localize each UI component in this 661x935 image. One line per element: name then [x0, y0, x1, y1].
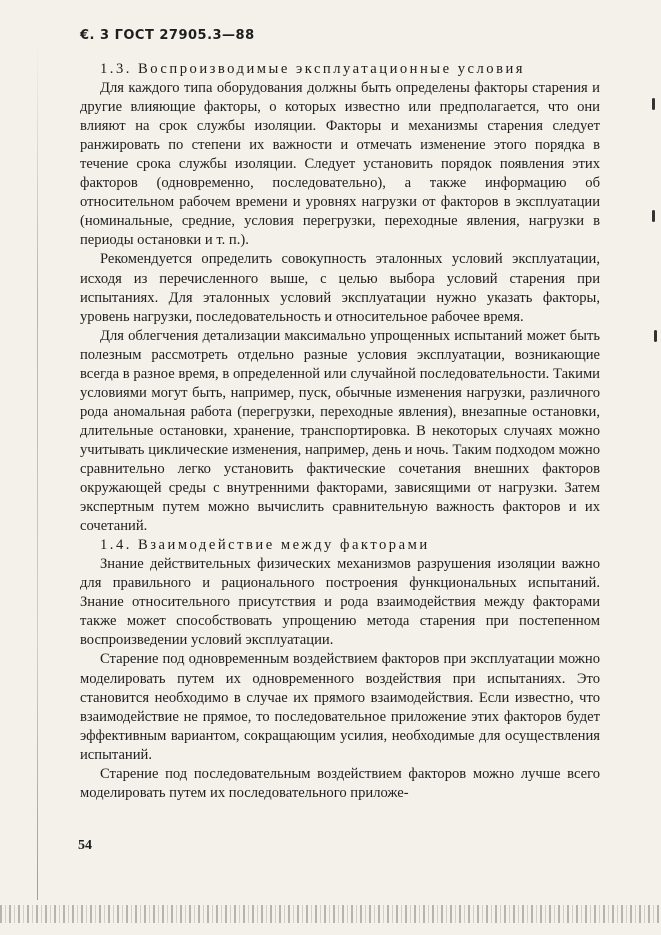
- paragraph: Знание действительных физических механизмов разрушения изоляции важно для правильного и рационального построения функциональных испытаний. Знание относительного присутствия и рода взаимодействия между факторами также может способствовать упрощению метода старения при постепенном воспроизведении условий эксплуатации.: [80, 556, 600, 649]
- page-number: 54: [78, 838, 92, 853]
- section-heading-1-3: 1.3. Воспроизводимые эксплуатационные условия: [100, 61, 525, 77]
- scan-edge-mark: [652, 210, 655, 222]
- section-heading-1-4: 1.4. Взаимодействие между факторами: [100, 537, 430, 554]
- paragraph: Старение под последовательным воздействием факторов можно лучше всего моделировать путем их последовательного приложе-: [80, 765, 600, 801]
- paragraph: Старение под одновременным воздействием факторов при эксплуатации можно моделировать путем их одновременного воздействия при испытаниях. Это становится необходимо в случае их прямого взаимодействия. Если известно, что взаимодействие не прямое, то последовательное приложение этих факторов будет эффективным вариантом, сокращающим усилия, необходимые для осуществления испытаний.: [80, 651, 600, 763]
- paragraph: Для каждого типа оборудования должны быть определены факторы старения и другие влияющие факторы, о которых известно или предполагается, что они влияют на срок службы изоляции. Факторы и механизмы старения следует ранжировать по степени их важности и отмечать изменение этого порядка в течение срока службы изоляции. Следует установить порядок появления этих факторов (одновременно, последовательно), а также информацию об относительном рабочем времени и уровнях нагрузки от факторов в эксплуатации (номинальные, средние, условия перегрузки, переходные явления, нагрузки в периоды остановки и т. п.).: [80, 80, 600, 249]
- scan-edge-mark: [654, 330, 657, 342]
- paragraph: Для облегчения детализации максимально упрощенных испытаний может быть полезным рассмотреть отдельно разные условия эксплуатации, возникающие всегда в разное время, в определенной или случайной последовательности. Такими условиями могут быть, например, пуск, обычные изменения нагрузки, различного рода аномальная работа (перегрузки, переходные явления), внезапные остановки, длительные остановки, хранение, транспортировка. В некоторых случаях можно учитывать циклические изменения, например, день и ночь. Таким подходом можно сравнительно легко установить фактические сочетания внешних факторов окружающей среды с внутренними факторами, зависящими от нагрузки. Затем экспертным путем можно вычислить сравнительную важность факторов и их сочетаний.: [80, 327, 600, 535]
- scan-bottom-noise: [0, 905, 661, 923]
- paragraph: Рекомендуется определить совокупность эталонных условий эксплуатации, исходя из перечисленного выше, с целью выбора условий старения при испытаниях. Для эталонных условий эксплуатации нужно указать факторы, уровень нагрузки, последовательность и относительное рабочее время.: [80, 251, 600, 325]
- page-content: [80, 60, 600, 803]
- scan-margin-line: [37, 40, 38, 900]
- page-header: €. 3 ГОСТ 27905.3—88: [80, 28, 255, 43]
- scan-edge-mark: [652, 98, 655, 110]
